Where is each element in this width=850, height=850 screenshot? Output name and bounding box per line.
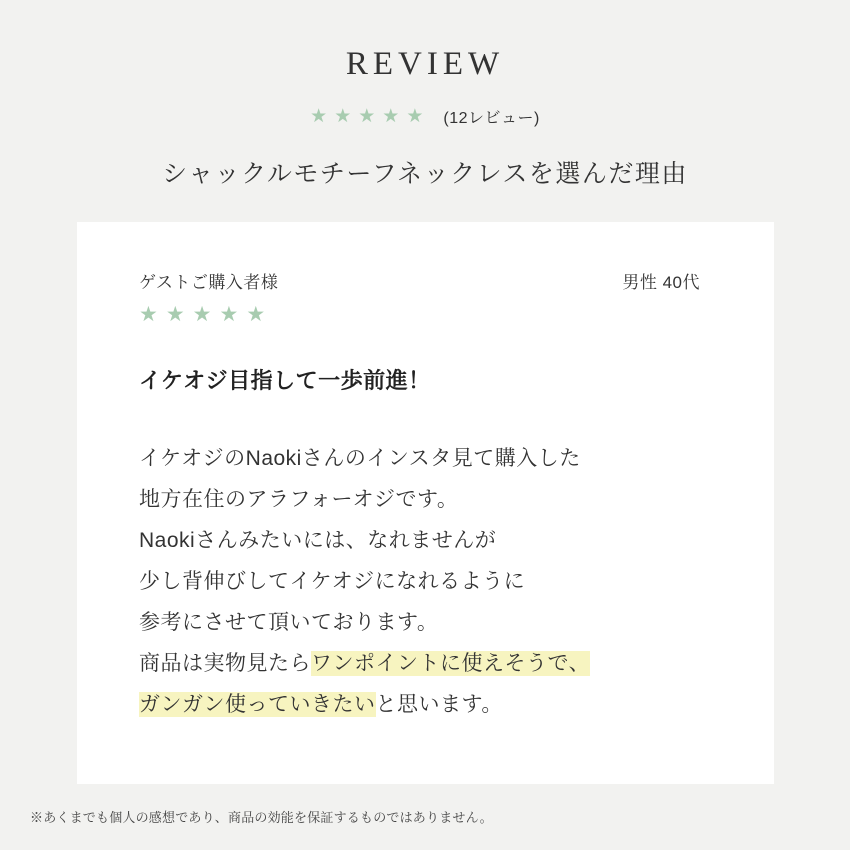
review-card [77,222,774,784]
star-icon: ★ [165,303,185,326]
page-subtitle: シャックルモチーフネックレスを選んだ理由 [162,160,688,188]
review-body-line: イケオジのNaokiさんのインスタ見て購入した [139,447,581,470]
review-body [139,439,716,726]
disclaimer-text: ※あくまでも個人の感想であり、商品の効能を保証するものではありません。 [30,810,493,825]
star-icon: ★ [406,106,424,127]
review-body-line-highlighted [139,644,716,685]
overall-star-rating [310,107,423,126]
review-count-label: (12レビュー) [443,110,540,127]
star-icon: ★ [358,106,376,127]
review-star-rating [139,304,716,325]
review-meta [139,268,716,293]
review-body-line: 少し背伸びしてイケオジになれるように [139,569,526,593]
review-text-highlight: ガンガン使っていきたい [139,692,376,716]
star-icon: ★ [310,106,328,127]
reviewer-name: ゲストご購入者様 [139,273,279,292]
star-icon: ★ [246,303,266,326]
star-icon: ★ [219,303,239,326]
review-body-line: 参考にさせて頂いております。 [139,610,439,634]
review-title: イケオジ目指して一歩前進！ [139,368,431,393]
overall-rating [0,105,850,128]
review-body-line-highlighted [139,685,716,726]
star-icon: ★ [192,303,212,326]
star-icon: ★ [334,106,352,127]
review-body-line: Naokiさんみたいには、なれませんが [139,528,497,552]
review-text-plain: と思います。 [375,692,503,716]
reviewer-demographic: 男性 40代 [622,273,700,292]
review-text-highlight: ワンポイントに使えそうで、 [311,651,591,675]
page-title: REVIEW [345,46,505,82]
star-icon: ★ [139,303,158,326]
review-text-plain: 商品は実物見たら [139,651,311,675]
review-body-line: 地方在住のアラフォーオジです。 [139,487,459,511]
star-icon: ★ [382,106,400,127]
